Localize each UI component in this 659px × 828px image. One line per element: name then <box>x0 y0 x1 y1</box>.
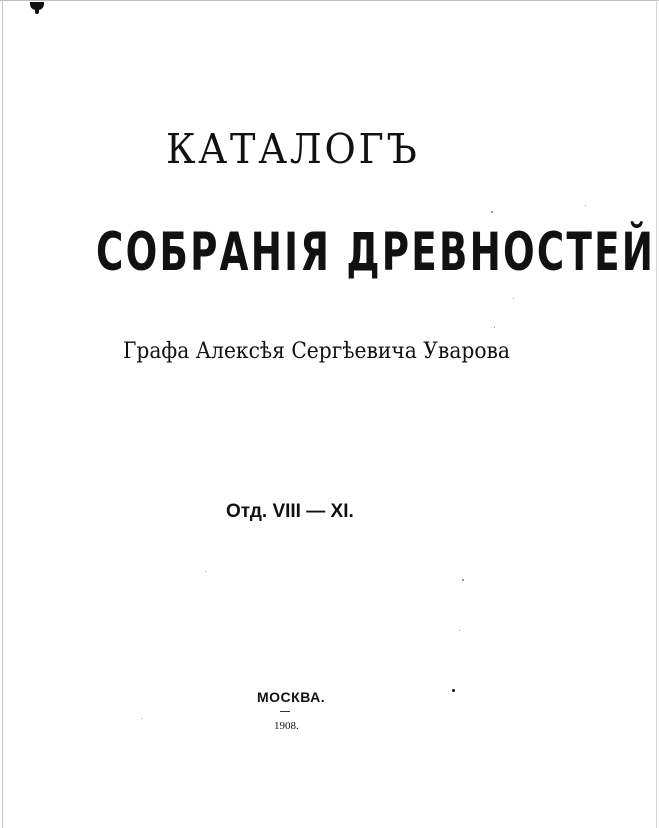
catalog-heading: КАТАЛОГЪ <box>166 125 420 173</box>
section-line: Отд. VIII — XI. <box>226 501 354 522</box>
scan-corner-mark <box>30 2 44 10</box>
scan-speck <box>491 211 493 213</box>
page-top-edge <box>0 0 659 1</box>
scan-speck <box>459 630 460 631</box>
page-left-edge <box>2 0 3 828</box>
scan-speck <box>462 579 464 581</box>
scan-speck <box>452 689 455 692</box>
page-right-edge <box>656 0 657 828</box>
scan-speck <box>494 327 495 328</box>
scan-speck <box>141 718 142 719</box>
owner-line: Графа Алексѣя Сергѣевича Уварова <box>123 339 511 364</box>
scan-speck <box>205 571 206 572</box>
scan-speck <box>513 298 514 299</box>
imprint-rule <box>280 711 290 712</box>
collection-heading: СОБРАНІЯ ДРЕВНОСТЕЙ <box>96 221 656 283</box>
scan-speck <box>585 205 586 206</box>
publication-year: 1908. <box>274 720 299 732</box>
publication-city: МОСКВА. <box>257 689 326 705</box>
